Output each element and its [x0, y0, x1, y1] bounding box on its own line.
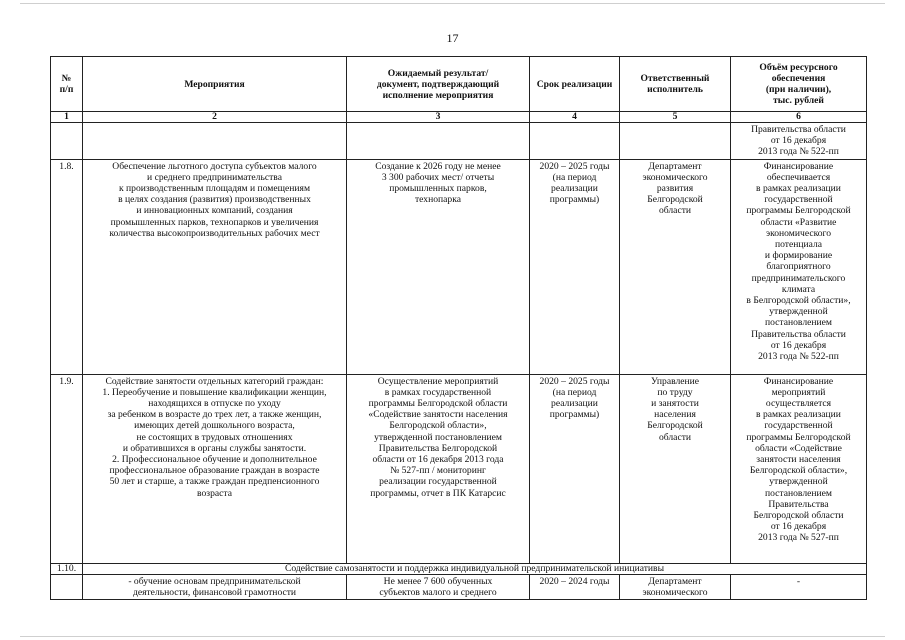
column-number: 3 [347, 112, 530, 123]
row-measure: Содействие занятости отдельных категорий граждан: 1. Переобучение и повышение квалификации женщин, находящихся в отпуске по уходу за ребенком в возрасте до трех лет, а также женщин, имеющих детей дошкольного возраста, не состоящих в трудовых отношениях и обратившихся в органы службы занятости. 2. Профессиональное обучение и дополнительное профессиональное образование граждан в возрасте 50 лет и старше, а также граждан предпенсионного возраста [83, 374, 347, 563]
column-number: 1 [51, 112, 83, 123]
column-number: 6 [731, 112, 867, 123]
row-measure: - обучение основам предпринимательской деятельности, финансовой грамотности [83, 574, 347, 599]
table-row-1-8 [51, 159, 867, 374]
row-result: Осуществление мероприятий в рамках государственной программы Белгородской области «Содействие занятости населения Белгородской области», утвержденной постановлением Правительства Белгородской области от 16 декабря 2013 года № 527-пп / мониторинг реализации государственной программы, отчет в ПК Катарсис [347, 374, 530, 563]
row-executor: Управление по труду и занятости населения Белгородской области [620, 374, 731, 563]
header-measures: Мероприятия [83, 57, 347, 112]
row-funding: - [731, 574, 867, 599]
column-number: 2 [83, 112, 347, 123]
header-num: № п/п [51, 57, 83, 112]
row-executor: Департамент экономического [620, 574, 731, 599]
column-number: 4 [530, 112, 620, 123]
scan-artifact-top [20, 3, 885, 4]
row-executor: Департамент экономического развития Белгородской области [620, 159, 731, 374]
row-result [347, 123, 530, 160]
row-result: Создание к 2026 году не менее 3 300 рабочих мест/ отчеты промышленных парков, технопарка [347, 159, 530, 374]
row-num: 1.10. [51, 563, 83, 574]
row-funding: Финансирование мероприятий осуществляется в рамках реализации государственной программы Белгородской области «Содействие занятости населения Белгородской области», утвержденной постановлением Правительства Белгородской области от 16 декабря 2013 года № 527-пп [731, 374, 867, 563]
header-result: Ожидаемый результат/ документ, подтверждающий исполнение мероприятия [347, 57, 530, 112]
row-num [51, 574, 83, 599]
row-result: Не менее 7 600 обученных субъектов малого и среднего [347, 574, 530, 599]
header-executor: Ответственный исполнитель [620, 57, 731, 112]
row-funding: Правительства области от 16 декабря 2013 года № 522-пп [731, 123, 867, 160]
scan-artifact-bottom [20, 636, 885, 637]
header-term: Срок реализации [530, 57, 620, 112]
column-numbers-row [51, 112, 867, 123]
table-row-sub-item [51, 574, 867, 599]
table-header [51, 57, 867, 112]
row-funding: Финансирование обеспечивается в рамках реализации государственной программы Белгородской области «Развитие экономического потенциала и формирование благоприятного предпринимательского климата в Белгородской области», утвержденной постановлением Правительства области от 16 декабря 2013 года № 522-пп [731, 159, 867, 374]
row-executor [620, 123, 731, 160]
column-number: 5 [620, 112, 731, 123]
row-num: 1.8. [51, 159, 83, 374]
table-row-continuation [51, 123, 867, 160]
row-num: 1.9. [51, 374, 83, 563]
row-measure: Обеспечение льготного доступа субъектов малого и среднего предпринимательства к производственным площадям и помещениям в целях создания (развития) производственных и инновационных компаний, создания промышленных парков, технопарков и увеличения количества высокопроизводительных рабочих мест [83, 159, 347, 374]
row-section-title: Содействие самозанятости и поддержка индивидуальной предпринимательской инициативы [83, 563, 867, 574]
page-number: 17 [446, 31, 459, 45]
table-row-1-9 [51, 374, 867, 563]
row-term: 2020 – 2024 годы [530, 574, 620, 599]
row-term: 2020 – 2025 годы (на период реализации программы) [530, 374, 620, 563]
row-measure [83, 123, 347, 160]
row-term [530, 123, 620, 160]
table-row-1-10 [51, 563, 867, 574]
row-num [51, 123, 83, 160]
header-funding: Объём ресурсного обеспечения (при наличии), тыс. рублей [731, 57, 867, 112]
measures-table [50, 56, 867, 600]
row-term: 2020 – 2025 годы (на период реализации программы) [530, 159, 620, 374]
